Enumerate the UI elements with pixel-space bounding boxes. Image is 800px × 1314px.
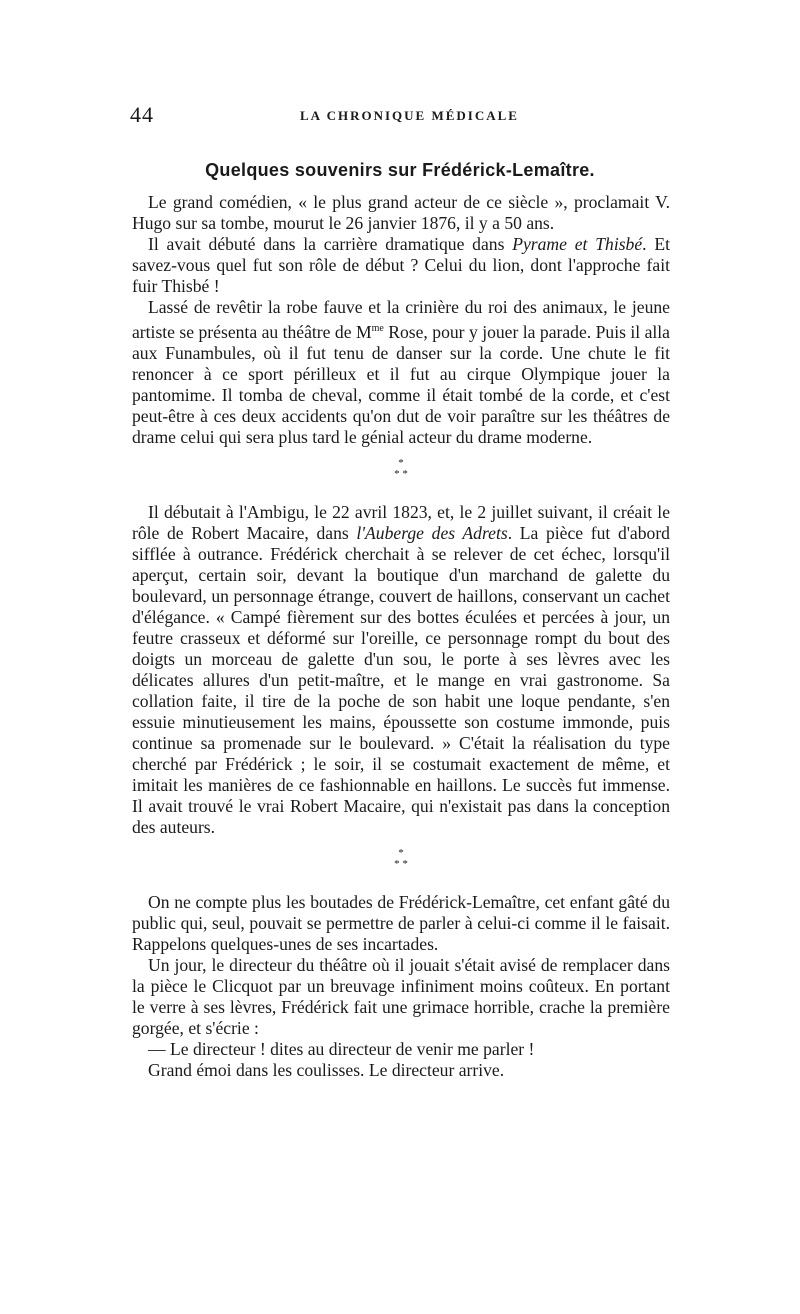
journal-title: LA CHRONIQUE MÉDICALE xyxy=(300,108,519,123)
page-number: 44 xyxy=(130,102,154,127)
article-title: Quelques souvenirs sur Frédérick-Lemaître. xyxy=(205,160,595,180)
paragraph-clicquot: Un jour, le directeur du théâtre où il jouait s'était avisé de remplacer dans la pièce le Clicquot par un breuvage infiniment moins coûteux. En portant le verre à ses lèvres, Frédérick fait une grimace horrible, crache la première gorgée, et s'écrie : xyxy=(132,954,670,1038)
paragraph-director-arrives: Grand émoi dans les coulisses. Le directeur arrive. xyxy=(148,1059,505,1080)
paragraph-early-career: Lassé de revêtir la robe fauve et la crinière du roi des animaux, le jeune artiste se présenta au théâtre de $M^{me}$ Rose, pour y jouer la parade. Puis il alla aux Funambules, où il fut tenu de danser sur la corde. Une chute le fit renoncer à ce sport périlleux et il fut au cirque Olympique jouer la pantomime. Il tomba de cheval, comme il était tombé de la corde, et c'est peut-être à ces deux accidents qu'on dut de voir paraître sur les théâtres de drame celui qui sera plus tard le génial acteur du drame moderne. xyxy=(132,297,670,447)
asterism-top-2: * xyxy=(398,846,404,859)
asterism-top: * xyxy=(398,456,404,469)
paragraph-death: Le grand comédien, « le plus grand acteur de ce siècle », proclamait V. Hugo sur sa tombe, mourut le 26 janvier 1876, il y a 50 ans. xyxy=(132,192,670,233)
running-head xyxy=(130,102,670,132)
section-asterism xyxy=(132,458,670,480)
paragraph-debut: Il avait débuté dans la carrière dramatique dans Pyrame et Thisbé. Et savez-vous quel fut son rôle de début ? Celui du lion, dont l'approche fait fuir Thisbé ! xyxy=(132,234,671,296)
article-body xyxy=(132,192,670,1081)
section-asterism-2 xyxy=(132,848,670,870)
paragraph-dialogue: — Le directeur ! dites au directeur de venir me parler ! xyxy=(148,1038,535,1059)
asterism-bottom-2: * * xyxy=(394,857,408,870)
paragraph-robert-macaire: Il débutait à l'Ambigu, le 22 avril 1823, et, le 2 juillet suivant, il créait le rôle de Robert Macaire, dans l'Auberge des Adrets. La pièce fut d'abord sifflée à outrance. Frédérick cherchait à se relever de cet échec, lorsqu'il aperçut, certain soir, devant la boutique d'un marchand de galette du boulevard, un personnage étrange, couvert de haillons, conservant un cachet d'élégance. « Campé fièrement sur des bottes éculées et percées à jour, un feutre crasseux et déformé sur l'oreille, ce personnage rompt du bout des doigts un morceau de galette d'un sou, le porte à ses lèvres avec les délicates allures d'un petit-maître, et le mange en vrai gastronome. Sa collation faite, il tire de la poche de son habit une loque pendante, s'en essuie minutieusement les mains, époussette son costume immonde, puis continue sa promenade sur le boulevard. » C'était la réalisation du type cherché par Frédérick ; le soir, il se costumait exactement de même, et imitait les manières de ce fashionnable en haillons. Le succès fut immense. Il avait trouvé le vrai Robert Macaire, qui n'existait pas dans la conception des auteurs. xyxy=(132,501,670,837)
asterism-bottom: * * xyxy=(394,467,408,480)
paragraph-boutades: On ne compte plus les boutades de Frédérick-Lemaître, cet enfant gâté du public qui, seul, pouvait se permettre de parler à celui-ci comme il le faisait. Rappelons quelques-unes de ses incartades. xyxy=(132,891,670,954)
